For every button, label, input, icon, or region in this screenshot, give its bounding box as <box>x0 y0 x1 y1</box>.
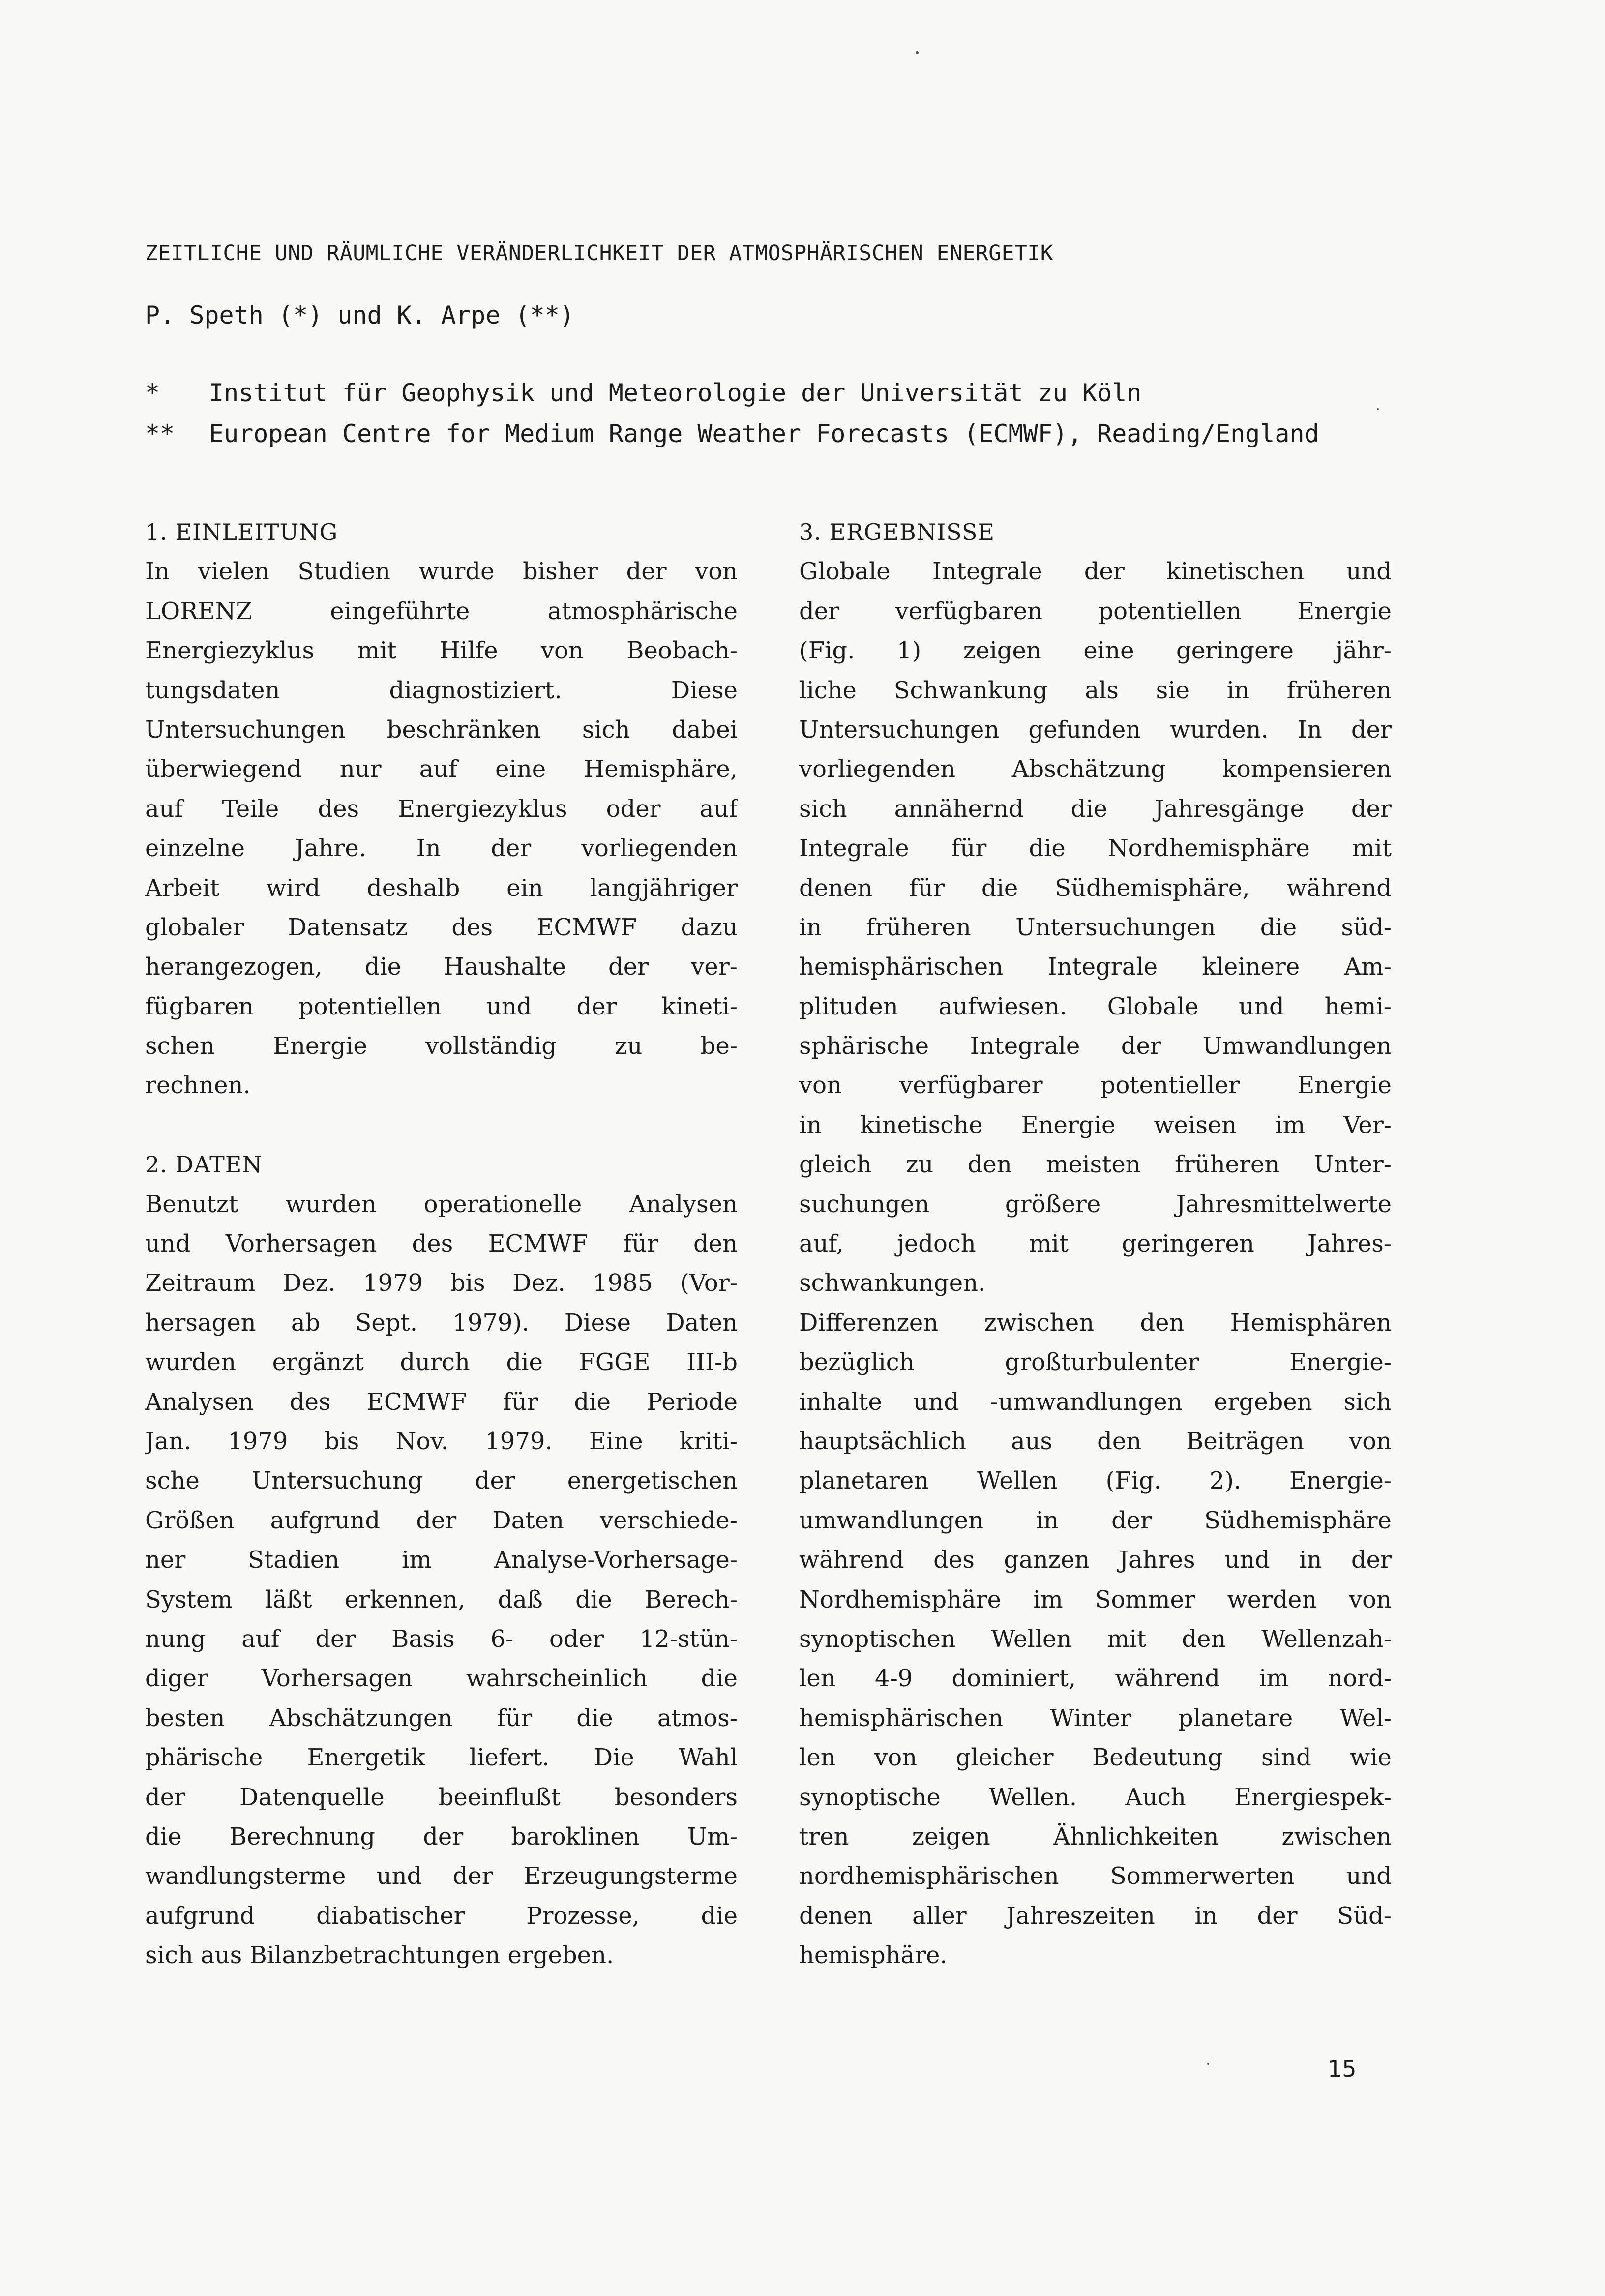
text-line: planetaren Wellen (Fig. 2). Energie- <box>799 1467 1392 1495</box>
text-line: phärische Energetik liefert. Die Wahl <box>145 1744 738 1772</box>
affiliations <box>145 373 1319 454</box>
text-line: wurden ergänzt durch die FGGE III-b <box>145 1348 738 1376</box>
text-line: System läßt erkennen, daß die Berech- <box>145 1585 738 1613</box>
text-line: tungsdaten diagnostiziert. Diese <box>145 676 738 704</box>
text-line: nung auf der Basis 6- oder 12-stün- <box>145 1625 738 1653</box>
text-line: herangezogen, die Haushalte der ver- <box>145 953 738 981</box>
section-heading-daten: 2. DATEN <box>145 1151 263 1178</box>
text-line: bezüglich großturbulenter Energie- <box>799 1348 1392 1376</box>
text-line: nordhemisphärischen Sommerwerten und <box>799 1862 1392 1890</box>
text-line: Jan. 1979 bis Nov. 1979. Eine kriti- <box>145 1428 738 1456</box>
text-line: LORENZ eingeführte atmosphärische <box>145 597 738 625</box>
text-line: diger Vorhersagen wahrscheinlich die <box>145 1665 738 1693</box>
text-line: auf, jedoch mit geringeren Jahres- <box>799 1230 1392 1258</box>
text-line: Benutzt wurden operationelle Analysen <box>145 1190 738 1218</box>
paper-title: ZEITLICHE UND RÄUMLICHE VERÄNDERLICHKEIT DER ATMOSPHÄRISCHEN ENERGETIK <box>145 241 1054 266</box>
text-line: der Datenquelle beeinflußt besonders <box>145 1783 738 1811</box>
text-line: in früheren Untersuchungen die süd- <box>799 913 1392 941</box>
text-line: sphärische Integrale der Umwandlungen <box>799 1032 1392 1060</box>
text-line: Zeitraum Dez. 1979 bis Dez. 1985 (Vor- <box>145 1269 738 1297</box>
affiliation-1 <box>145 373 1319 414</box>
text-line: sche Untersuchung der energetischen <box>145 1467 738 1495</box>
text-line: besten Abschätzungen für die atmos- <box>145 1704 738 1732</box>
text-line: hemisphäre. <box>799 1941 948 1969</box>
affiliation-mark: ** <box>145 419 175 448</box>
right-column <box>799 512 1392 1975</box>
text-line: hemisphärischen Winter planetare Wel- <box>799 1704 1392 1732</box>
text-line: hersagen ab Sept. 1979). Diese Daten <box>145 1309 738 1337</box>
text-line: während des ganzen Jahres und in der <box>799 1546 1392 1574</box>
text-line: auf Teile des Energiezyklus oder auf <box>145 795 738 823</box>
text-line: umwandlungen in der Südhemisphäre <box>799 1506 1392 1534</box>
text-line: Arbeit wird deshalb ein langjähriger <box>145 874 738 902</box>
text-line: hemisphärischen Integrale kleinere Am- <box>799 953 1392 981</box>
paragraph-einleitung <box>145 552 738 1105</box>
text-line: synoptischen Wellen mit den Wellenzah- <box>799 1625 1392 1653</box>
text-line: hauptsächlich aus den Beiträgen von <box>799 1428 1392 1455</box>
text-line: sich annähernd die Jahresgänge der <box>799 795 1392 823</box>
text-line: Größen aufgrund der Daten verschiede- <box>145 1506 738 1534</box>
text-line: gleich zu den meisten früheren Unter- <box>799 1151 1392 1179</box>
text-line: (Fig. 1) zeigen eine geringere jähr- <box>799 637 1392 665</box>
text-line: globaler Datensatz des ECMWF dazu <box>145 913 738 941</box>
text-line: Untersuchungen beschränken sich dabei <box>145 716 738 744</box>
text-line: len von gleicher Bedeutung sind wie <box>799 1744 1392 1772</box>
paragraph-ergebnisse-1 <box>799 552 1392 1303</box>
text-line: denen aller Jahreszeiten in der Süd- <box>799 1902 1392 1930</box>
text-line: der verfügbaren potentiellen Energie <box>799 597 1392 625</box>
text-line: tren zeigen Ähnlichkeiten zwischen <box>799 1822 1392 1850</box>
text-line: schwankungen. <box>799 1269 986 1297</box>
text-line: von verfügbarer potentieller Energie <box>799 1072 1392 1100</box>
affiliation-text: European Centre for Medium Range Weather Forecasts (ECMWF), Reading/England <box>209 419 1319 448</box>
text-line: ner Stadien im Analyse-Vorhersage- <box>145 1546 738 1574</box>
page-number: 15 <box>1328 2056 1357 2082</box>
paragraph-daten <box>145 1185 738 1975</box>
text-line: Untersuchungen gefunden wurden. In der <box>799 716 1392 744</box>
text-line: fügbaren potentiellen und der kineti- <box>145 992 738 1020</box>
affiliation-mark: * <box>145 379 160 407</box>
text-line: aufgrund diabatischer Prozesse, die <box>145 1902 738 1930</box>
text-line: Analysen des ECMWF für die Periode <box>145 1388 738 1416</box>
left-column <box>145 512 738 1975</box>
paragraph-ergebnisse-2 <box>799 1303 1392 1975</box>
text-line: sich aus Bilanzbetrachtungen ergeben. <box>145 1941 614 1969</box>
text-line: Integrale für die Nordhemisphäre mit <box>799 835 1392 863</box>
text-line: wandlungsterme und der Erzeugungsterme <box>145 1862 738 1890</box>
scan-speck <box>1207 2063 1209 2065</box>
scan-speck <box>1377 408 1379 410</box>
text-line: Differenzen zwischen den Hemisphären <box>799 1309 1392 1337</box>
affiliation-2 <box>145 414 1319 454</box>
text-line: Energiezyklus mit Hilfe von Beobach- <box>145 637 738 665</box>
text-line: in kinetische Energie weisen im Ver- <box>799 1111 1392 1139</box>
text-line: überwiegend nur auf eine Hemisphäre, <box>145 755 738 783</box>
section-heading-einleitung: 1. EINLEITUNG <box>145 519 338 545</box>
text-line: die Berechnung der baroklinen Um- <box>145 1822 738 1850</box>
text-line: plituden aufwiesen. Globale und hemi- <box>799 992 1392 1020</box>
text-line: Globale Integrale der kinetischen und <box>799 558 1392 586</box>
section-heading-ergebnisse: 3. ERGEBNISSE <box>799 519 995 545</box>
text-line: liche Schwankung als sie in früheren <box>799 676 1392 704</box>
text-line: vorliegenden Abschätzung kompensieren <box>799 755 1392 783</box>
text-line: rechnen. <box>145 1072 251 1100</box>
affiliation-text: Institut für Geophysik und Meteorologie der Universität zu Köln <box>209 379 1142 407</box>
text-line: synoptische Wellen. Auch Energiespek- <box>799 1783 1392 1811</box>
text-line: In vielen Studien wurde bisher der von <box>145 558 738 586</box>
text-line: und Vorhersagen des ECMWF für den <box>145 1230 738 1258</box>
text-line: denen für die Südhemisphäre, während <box>799 874 1392 902</box>
text-line: einzelne Jahre. In der vorliegenden <box>145 835 738 863</box>
text-line: Nordhemisphäre im Sommer werden von <box>799 1585 1392 1613</box>
scan-speck <box>916 51 919 54</box>
text-line: inhalte und -umwandlungen ergeben sich <box>799 1388 1392 1416</box>
text-line: len 4-9 dominiert, während im nord- <box>799 1665 1392 1693</box>
text-line: schen Energie vollständig zu be- <box>145 1032 738 1060</box>
text-line: suchungen größere Jahresmittelwerte <box>799 1190 1392 1218</box>
paper-authors: P. Speth (*) und K. Arpe (**) <box>145 301 574 329</box>
